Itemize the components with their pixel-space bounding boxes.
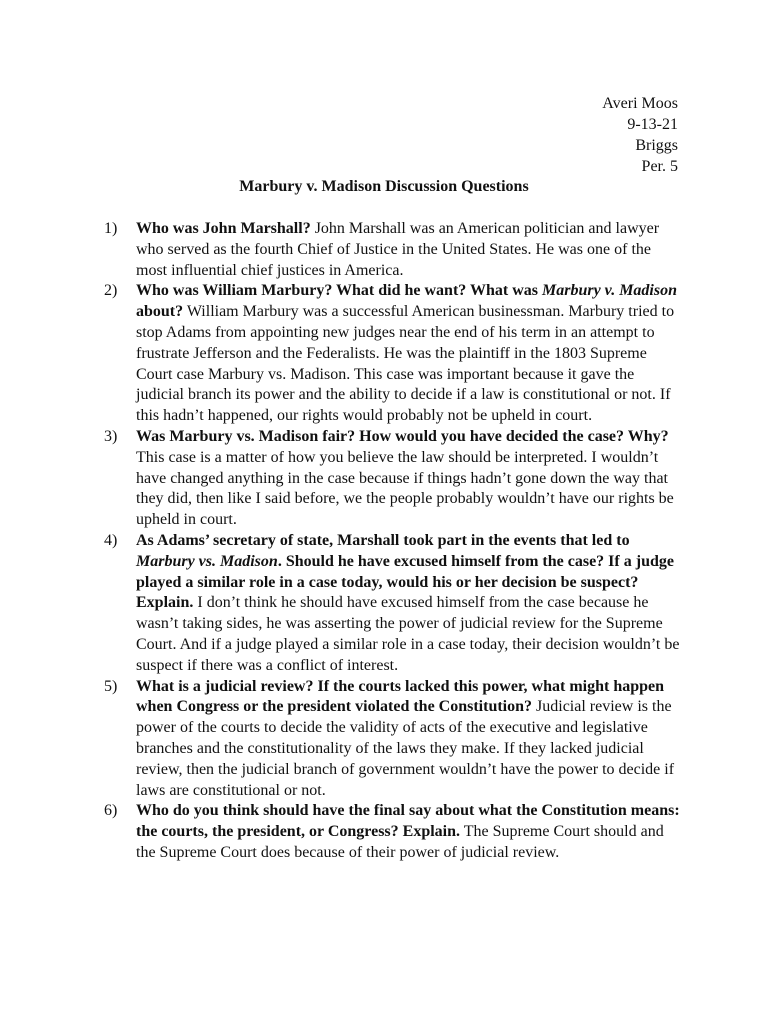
question-item-5 [104, 677, 684, 802]
question-text: What is a judicial review? If the courts lacked this power, what might happen when Congress or the president violated the Constitution? [136, 677, 665, 716]
question-item-2 [104, 281, 684, 427]
question-number: 4) [104, 531, 118, 549]
answer-text: Judicial review is the power of the courts to decide the validity of acts of the executive and legislative branches and the constitutionality of the laws they make. If they lacked judicial review, then the judicial branch of government wouldn’t have the power to decide if laws are constitutional or not. [136, 698, 675, 799]
question-text: Who was William Marbury? What did he want? What was [136, 282, 542, 300]
student-info-block [602, 93, 678, 177]
question-number: 2) [104, 282, 118, 300]
teacher-name: Briggs [635, 137, 678, 154]
question-number: 5) [104, 677, 118, 695]
question-number: 3) [104, 427, 118, 445]
assignment-date: 9-13-21 [627, 116, 678, 133]
question-text: As Adams’ secretary of state, Marshall took part in the events that led to [136, 531, 630, 549]
question-text: Who do you think should have the final say about what the Constitution means: the courts, the president, or Congress? Explain. [136, 802, 680, 841]
question-item-3 [104, 427, 684, 531]
case-name: Marbury vs. Madison [136, 552, 278, 570]
answer-text: The Supreme Court should and the Supreme Court does because of their power of judicial review. [136, 823, 664, 861]
answer-text: John Marshall was an American politician and lawyer who served as the fourth Chief of Justice in the United States. He was one of the most influential chief justices in America. [136, 220, 660, 279]
student-name: Averi Moos [602, 95, 678, 112]
question-item-4 [104, 531, 684, 677]
question-text: Who was John Marshall? [136, 220, 311, 237]
question-number: 1) [104, 220, 118, 237]
question-item-1 [104, 219, 684, 281]
question-item-6 [104, 801, 684, 863]
document-title: Marbury v. Madison Discussion Questions [239, 178, 529, 195]
question-text: Was Marbury vs. Madison fair? How would you have decided the case? Why? [136, 427, 669, 445]
class-period: Per. 5 [641, 158, 678, 175]
question-number: 6) [104, 802, 118, 820]
answer-text: William Marbury was a successful American businessman. Marbury tried to stop Adams from appointing new judges near the end of his term in an attempt to frustrate Jefferson and the Federalists. He was the plaintiff in the 1803 Supreme Court case Marbury vs. Madison. This case was important because it gave the judicial branch its power and the ability to decide if a law is constitutional or not. If this hadn’t happened, our rights would probably not be upheld in court. [136, 303, 675, 425]
question-list [104, 219, 684, 864]
case-name: Marbury v. Madison [542, 282, 677, 300]
answer-text: I don’t think he should have excused himself from the case because he wasn’t taking sides, he was asserting the power of judicial review for the Supreme Court. And if a judge played a similar role in a case today, their decision wouldn’t be suspect if there was a conflict of interest. [136, 594, 680, 674]
question-text-cont: about? [136, 303, 184, 321]
question-text-cont: . Should he have excused himself from the case? If a judge played a similar role in a case today, would his or her decision be suspect? Explain. [136, 552, 674, 612]
answer-text: This case is a matter of how you believe the law should be interpreted. I wouldn’t have changed anything in the case because if things hadn’t gone down the way that they did, then like I said before, we the people probably wouldn’t have our rights be upheld in court. [136, 448, 674, 529]
